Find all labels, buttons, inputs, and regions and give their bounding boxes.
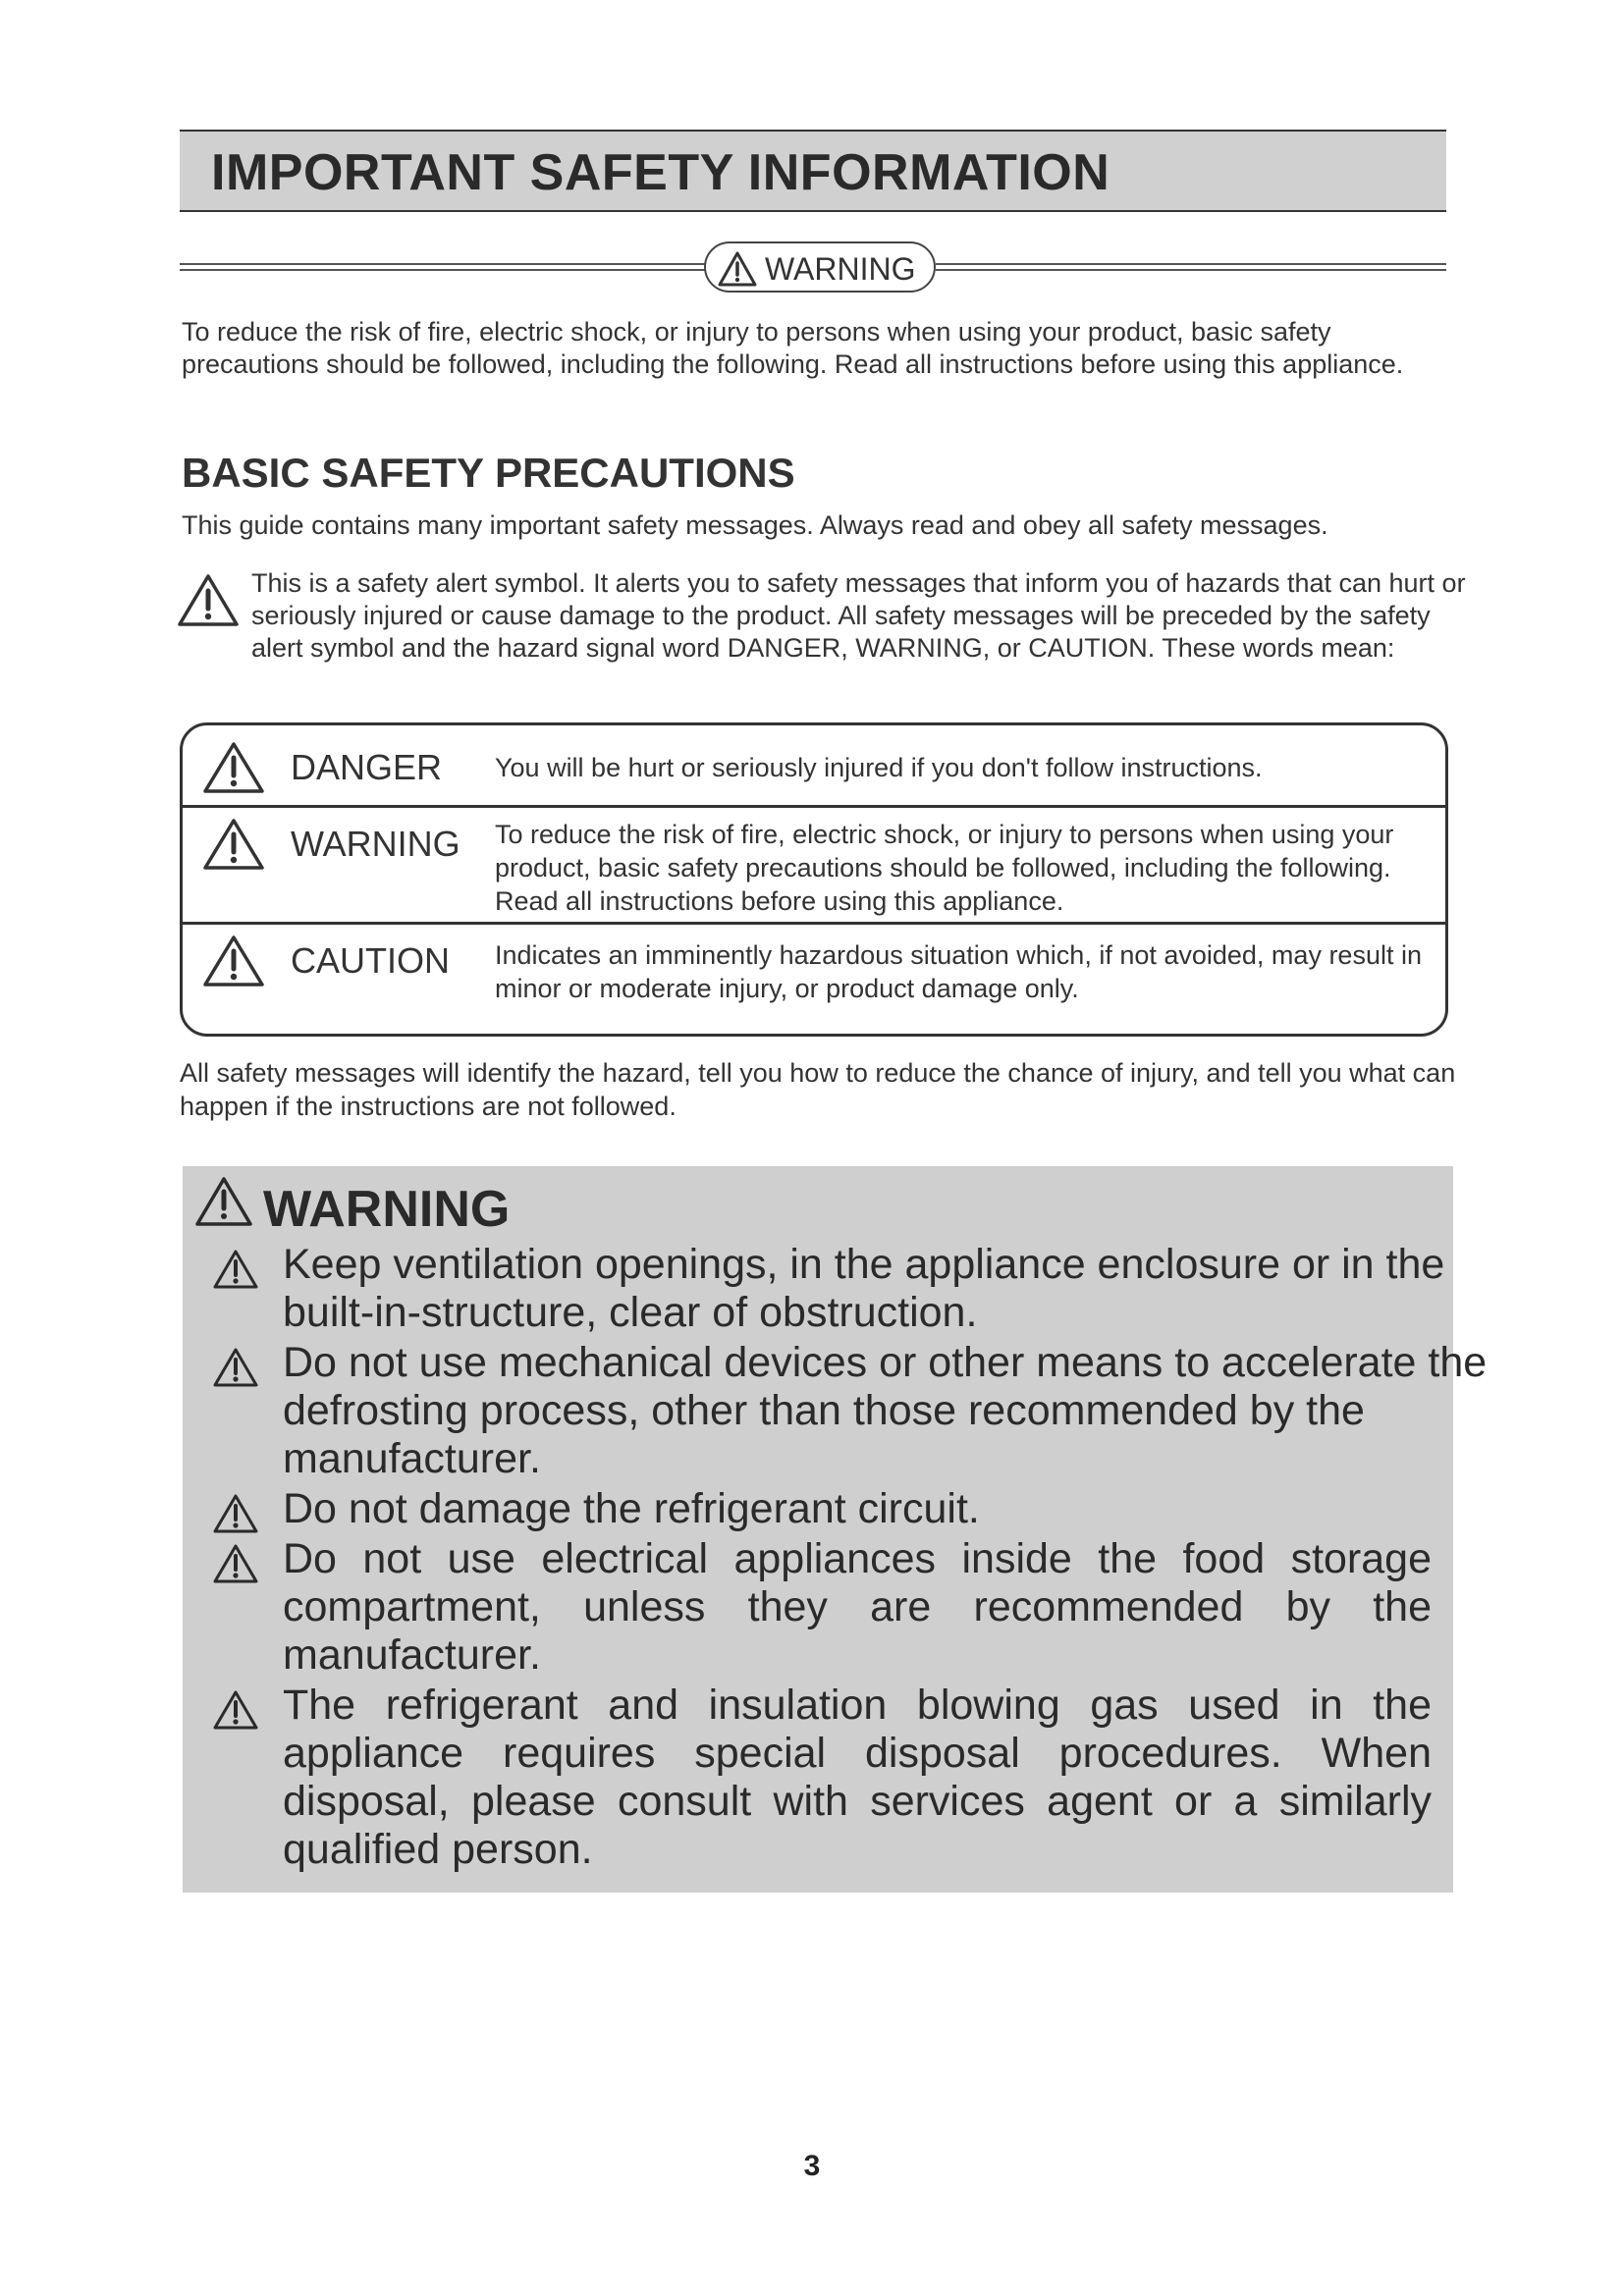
warning-triangle-icon <box>718 251 757 287</box>
warning-item-text: The refrigerant and insulation blowing gas used in the appliance requires special disposal procedures. When disposal, please consult with services agent or a similarly qualified person. <box>283 1682 1432 1873</box>
warning-triangle-icon <box>212 1249 259 1290</box>
warning-panel <box>183 1166 1488 1893</box>
warning-triangle-icon <box>194 1176 253 1227</box>
warning-panel-title: WARNING <box>263 1181 511 1238</box>
warning-triangle-icon <box>212 1689 259 1731</box>
warning-divider <box>180 240 1446 298</box>
safety-alert-icon <box>177 573 240 628</box>
basic-safety-heading: BASIC SAFETY PRECAUTIONS <box>182 450 795 496</box>
warning-list <box>212 1241 1489 1876</box>
signal-desc-caution: Indicates an imminently hazardous situation which, if not avoided, may result in minor or moderate injury, or product damage only. <box>495 940 1422 1003</box>
warning-item-text: Keep ventilation openings, in the appliance enclosure or in the built-in-structure, clear of obstruction. <box>283 1241 1445 1336</box>
warning-pill-label: WARNING <box>765 251 916 287</box>
caution-triangle-icon <box>202 934 265 988</box>
signal-row-danger <box>183 725 1445 808</box>
divider-rule-left <box>180 263 705 271</box>
signal-word-caution: CAUTION <box>291 940 450 981</box>
basic-safety-subtext: This guide contains many important safety messages. Always read and obey all safety messages. <box>182 510 1328 540</box>
warning-triangle-icon <box>212 1543 259 1584</box>
danger-triangle-icon <box>202 741 265 794</box>
list-item <box>212 1339 1489 1483</box>
signal-desc-danger: You will be hurt or seriously injured if you don't follow instructions. <box>495 753 1263 782</box>
warning-triangle-icon <box>212 1347 259 1388</box>
signal-row-caution <box>183 925 1445 1037</box>
list-item <box>212 1485 1489 1533</box>
outro-paragraph: All safety messages will identify the hazard, tell you how to reduce the chance of injury, and tell you what can happen if the instructions are not followed. <box>180 1058 1456 1121</box>
list-item <box>212 1241 1489 1337</box>
signal-word-danger: DANGER <box>291 747 443 787</box>
divider-rule-right <box>936 263 1446 271</box>
signal-row-warning <box>183 808 1445 925</box>
warning-item-text: Do not use electrical appliances inside the food storage compartment, unless they are recommended by the manufacturer. <box>283 1535 1432 1679</box>
intro-paragraph: To reduce the risk of fire, electric shock, or injury to persons when using your product, basic safety precautions should be followed, including the following. Read all instructions before using this appliance. <box>182 317 1404 379</box>
warning-panel-heading <box>194 1176 511 1238</box>
safety-alert-text: This is a safety alert symbol. It alerts you to safety messages that inform you of hazards that can hurt or seriously injured or cause damage to the product. All safety messages will be preceded by the safety alert symbol and the hazard signal word DANGER, WARNING, or CAUTION. These words mean: <box>251 568 1466 663</box>
title-bar <box>180 130 1446 212</box>
page-title: IMPORTANT SAFETY INFORMATION <box>211 144 1110 201</box>
list-item <box>212 1682 1489 1874</box>
warning-pill <box>704 241 936 293</box>
warning-item-text: Do not use mechanical devices or other means to accelerate the defrosting process, other than those recommended by the manufacturer. <box>283 1339 1488 1482</box>
warning-triangle-icon <box>202 818 265 871</box>
warning-triangle-icon <box>212 1493 259 1534</box>
signal-word-warning: WARNING <box>291 824 460 864</box>
page-number: 3 <box>803 2150 821 2182</box>
signal-desc-warning: To reduce the risk of fire, electric shock, or injury to persons when using your product, basic safety precautions should be followed, including the following. Read all instructions before using this appliance. <box>495 820 1394 916</box>
list-item <box>212 1535 1489 1680</box>
warning-item-text: Do not damage the refrigerant circuit. <box>283 1485 980 1532</box>
signal-words-table <box>180 722 1448 1037</box>
